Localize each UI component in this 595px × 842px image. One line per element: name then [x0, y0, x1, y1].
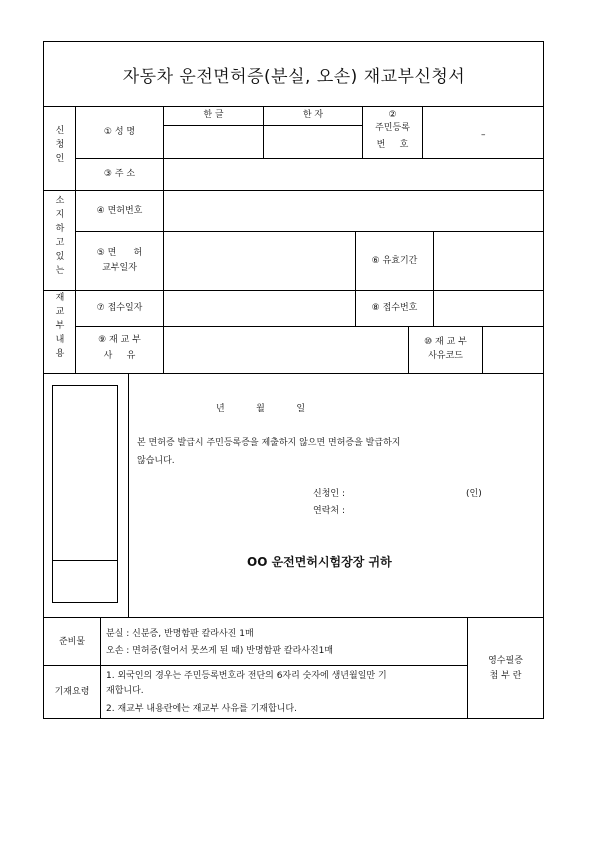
name-hanja-field[interactable] [264, 126, 361, 157]
receipt-attach-label-2: 첨 부 란 [489, 671, 522, 681]
reason-label-2: 사 유 [103, 351, 136, 361]
reason-code-field[interactable] [483, 327, 543, 373]
rule [43, 665, 468, 666]
valid-period-field[interactable] [434, 232, 543, 290]
name-label: ① 성 명 [103, 127, 136, 137]
resident-no-label-2: 번 호 [376, 140, 409, 150]
resident-no-dash: – [481, 130, 486, 140]
instruction-label: 기재요령 [54, 687, 90, 697]
form-title: 자동차 운전면허증(분실, 오손) 재교부신청서 [122, 67, 466, 87]
section-applicant-label: 신 청 인 [55, 126, 65, 164]
applicant-sign-label: 신청인 : [313, 489, 345, 499]
photo-box-divider [52, 560, 118, 561]
statement-line-1: 본 면허증 발급시 주민등록증을 제출하지 않으면 면허증을 발급하지 [137, 438, 401, 448]
prep-line-1: 분실 : 신분증, 반명함판 칼라사진 1매 [106, 629, 254, 639]
contact-label: 연락처 : [313, 506, 345, 516]
rule [467, 617, 468, 718]
applicant-sign-field[interactable] [355, 486, 463, 501]
date-line: 년 월 일 [216, 404, 306, 414]
contact-field[interactable] [355, 503, 485, 518]
reason-label-1: ⑨ 재 교 부 [98, 335, 141, 345]
reason-code-label-1: ⑩ 재 교 부 [424, 337, 467, 347]
prep-line-2: 오손 : 면허증(헐어서 못쓰게 된 때) 반명함판 칼라사진1매 [106, 646, 334, 656]
photo-box[interactable] [52, 385, 118, 603]
prep-label: 준비물 [58, 637, 86, 647]
rule [100, 617, 101, 718]
rule [43, 617, 544, 618]
rule [128, 373, 129, 617]
hangul-label: 한 글 [203, 110, 224, 120]
address-field[interactable] [164, 159, 543, 190]
instruction-line-1b: 재합니다. [106, 686, 144, 696]
receipt-no-label: ⑧ 접수번호 [371, 303, 418, 313]
issue-date-label-1: ⑤ 면 허 [96, 248, 143, 258]
address-label: ③ 주 소 [103, 169, 136, 179]
receipt-no-field[interactable] [434, 291, 543, 326]
receipt-date-field[interactable] [164, 291, 355, 326]
reason-code-label-2: 사유코드 [428, 351, 463, 361]
instruction-line-2: 2. 재교부 내용란에는 재교부 사유를 기재합니다. [106, 704, 297, 714]
reason-field[interactable] [164, 327, 408, 373]
section-holder-label: 소 지 하 고 있 는 [55, 196, 65, 276]
frame-bottom [43, 718, 544, 719]
date-field[interactable] [202, 403, 352, 417]
valid-period-label: ⑥ 유효기간 [371, 256, 418, 266]
receipt-attach-label-1: 영수필증 [488, 656, 523, 666]
license-no-field[interactable] [164, 191, 543, 231]
resident-no-field[interactable] [423, 107, 543, 158]
name-hangul-field[interactable] [164, 126, 262, 157]
resident-no-number: ② [388, 110, 397, 120]
resident-no-label-1: 주민등록 [375, 123, 410, 133]
receipt-date-label: ⑦ 접수일자 [96, 303, 143, 313]
rule [75, 106, 76, 373]
seal-mark: (인) [466, 489, 482, 499]
issue-date-field[interactable] [164, 232, 355, 290]
rule [43, 373, 544, 374]
instruction-line-1a: 1. 외국인의 경우는 주민등록번호라 전단의 6자리 숫자에 생년월일만 기 [106, 671, 387, 681]
frame-top [43, 41, 544, 42]
hanja-label: 한 자 [302, 110, 324, 120]
section-reissue-label: 재 교 부 내 용 [55, 293, 65, 359]
license-no-label: ④ 면허번호 [96, 206, 143, 216]
statement-line-2: 않습니다. [137, 456, 175, 466]
issue-date-label-2: 교부일자 [102, 263, 137, 273]
addressee: OO 운전면허시험장장 귀하 [247, 555, 392, 569]
